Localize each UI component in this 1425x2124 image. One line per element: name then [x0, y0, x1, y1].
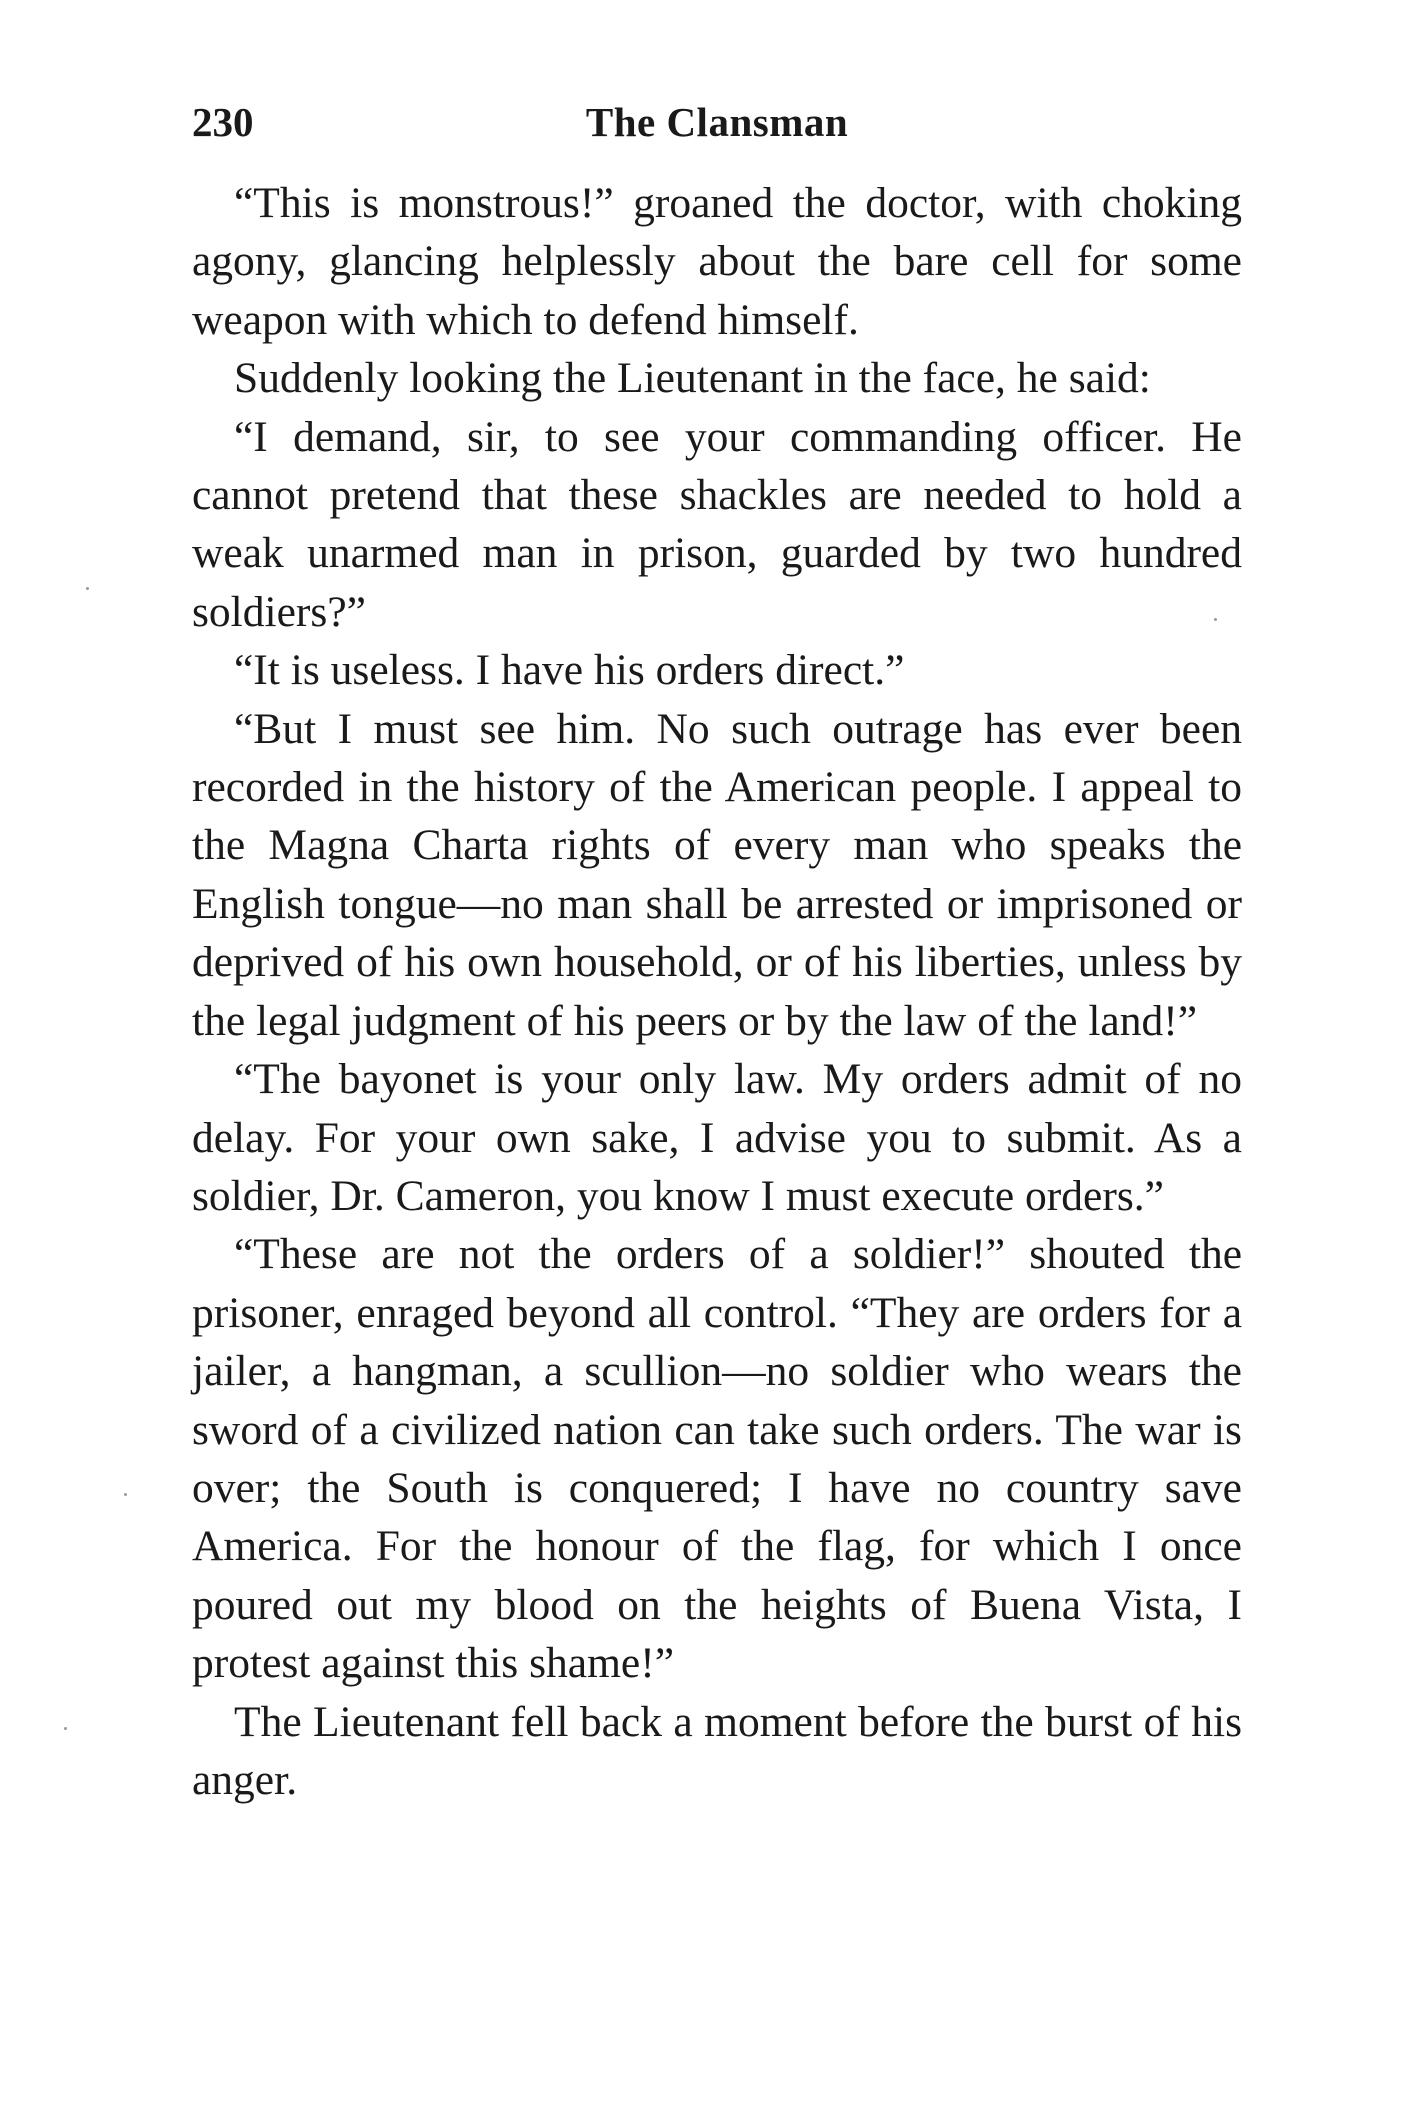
- running-title: The Clansman: [585, 99, 849, 145]
- paragraph: The Lieutenant fell back a moment before the burst of his anger.: [192, 1697, 1242, 1804]
- scan-speck: [86, 587, 89, 590]
- body-text: [192, 174, 1242, 1809]
- page-number: 230: [192, 99, 254, 145]
- paragraph: “I demand, sir, to see your commanding officer. He cannot pretend that these shackles are needed to hold a weak unarmed man in prison, guarded by two hundred soldiers?”: [192, 412, 1242, 636]
- paragraph: “These are not the orders of a soldier!” shouted the prisoner, enraged beyond all control. “They are orders for a jailer, a hangman, a scullion—no soldier who wears the sword of a civilized nation can take such orders. The war is over; the South is conquered; I have no country save America. For the honour of the flag, for which I once poured out my blood on the heights of Buena Vista, I protest against this shame!”: [192, 1230, 1242, 1688]
- paragraph: “But I must see him. No such outrage has ever been recorded in the history of the American people. I appeal to the Magna Charta rights of every man who speaks the English tongue—no man shall be arrested or imprisoned or deprived of his own household, or of his liberties, unless by the legal judgment of his peers or by the law of the land!”: [192, 704, 1242, 1045]
- paragraph: “The bayonet is your only law. My orders admit of no delay. For your own sake, I advise you to submit. As a soldier, Dr. Cameron, you know I must execute orders.”: [192, 1055, 1242, 1220]
- running-head: [192, 92, 1242, 152]
- scan-speck: [64, 1727, 67, 1730]
- paragraph: Suddenly looking the Lieutenant in the face, he said:: [234, 354, 1151, 403]
- paragraph: “It is useless. I have his orders direct.”: [234, 646, 905, 695]
- scan-speck: [1214, 618, 1217, 621]
- scan-speck: [124, 1493, 127, 1496]
- paragraph: “This is monstrous!” groaned the doctor, with choking agony, glancing helplessly about the bare cell for some weapon with which to defend himself.: [192, 179, 1242, 344]
